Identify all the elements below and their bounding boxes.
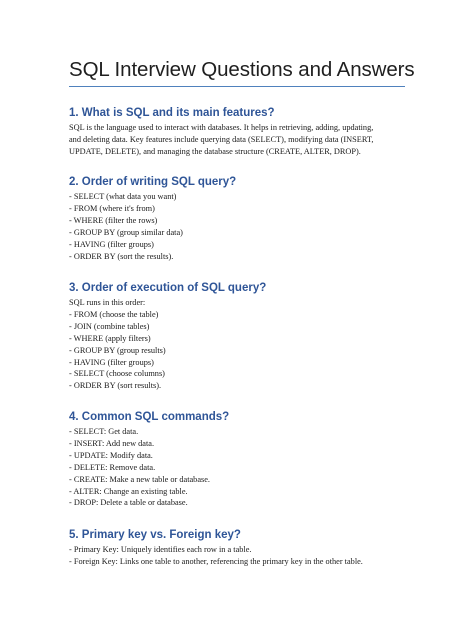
section-4-line: - ALTER: Change an existing table. xyxy=(69,486,188,496)
section-4-heading: 4. Common SQL commands? xyxy=(69,411,230,423)
section-1-heading: 1. What is SQL and its main features? xyxy=(69,107,275,119)
section-1-body xyxy=(69,122,414,158)
section-5-body xyxy=(69,544,414,568)
section-4-line: - INSERT: Add new data. xyxy=(69,438,155,448)
section-4-line: - SELECT: Get data. xyxy=(69,427,139,436)
section-1-line: and deleting data. Key features include querying data (SELECT), modifying data (INSERT, xyxy=(69,134,374,144)
section-4-line: - UPDATE: Modify data. xyxy=(69,450,153,460)
section-1-line: SQL is the language used to interact with databases. It helps in retrieving, adding, updating, xyxy=(69,123,374,132)
section-3-line: - WHERE (apply filters) xyxy=(69,333,151,343)
section-2-line: - WHERE (filter the rows) xyxy=(69,215,158,225)
section-3-line: - ORDER BY (sort results). xyxy=(69,381,162,391)
section-2-line: - GROUP BY (group similar data) xyxy=(69,227,183,237)
section-3-line: - FROM (choose the table) xyxy=(69,309,159,319)
section-5-line: - Primary Key: Uniquely identifies each row in a table. xyxy=(69,545,252,554)
section-2-line: - HAVING (filter groups) xyxy=(69,239,154,249)
section-4-line: - DROP: Delete a table or database. xyxy=(69,498,188,508)
section-3-body xyxy=(69,297,414,392)
title-divider xyxy=(69,86,405,87)
section-3-line: - JOIN (combine tables) xyxy=(69,321,150,331)
section-3-heading: 3. Order of execution of SQL query? xyxy=(69,282,267,294)
section-5-line: - Foreign Key: Links one table to another, referencing the primary key in the other table. xyxy=(69,556,363,566)
section-2-line: - SELECT (what data you want) xyxy=(69,192,177,201)
section-3-line: - HAVING (filter groups) xyxy=(69,357,154,367)
section-2-heading: 2. Order of writing SQL query? xyxy=(69,176,237,188)
section-2-line: - ORDER BY (sort the results). xyxy=(69,251,174,261)
section-3-line: - GROUP BY (group results) xyxy=(69,345,166,355)
section-2-body xyxy=(69,191,414,262)
section-4-line: - CREATE: Make a new table or database. xyxy=(69,474,210,484)
section-3-line: - SELECT (choose columns) xyxy=(69,369,165,379)
page-title: SQL Interview Questions and Answers xyxy=(69,58,415,81)
section-1-line: UPDATE, DELETE), and managing the database structure (CREATE, ALTER, DROP). xyxy=(69,146,361,156)
section-4-body xyxy=(69,426,414,509)
section-5-heading: 5. Primary key vs. Foreign key? xyxy=(69,529,241,541)
section-4-line: - DELETE: Remove data. xyxy=(69,462,156,472)
section-3-line: SQL runs in this order: xyxy=(69,298,146,307)
section-2-line: - FROM (where it's from) xyxy=(69,203,155,213)
